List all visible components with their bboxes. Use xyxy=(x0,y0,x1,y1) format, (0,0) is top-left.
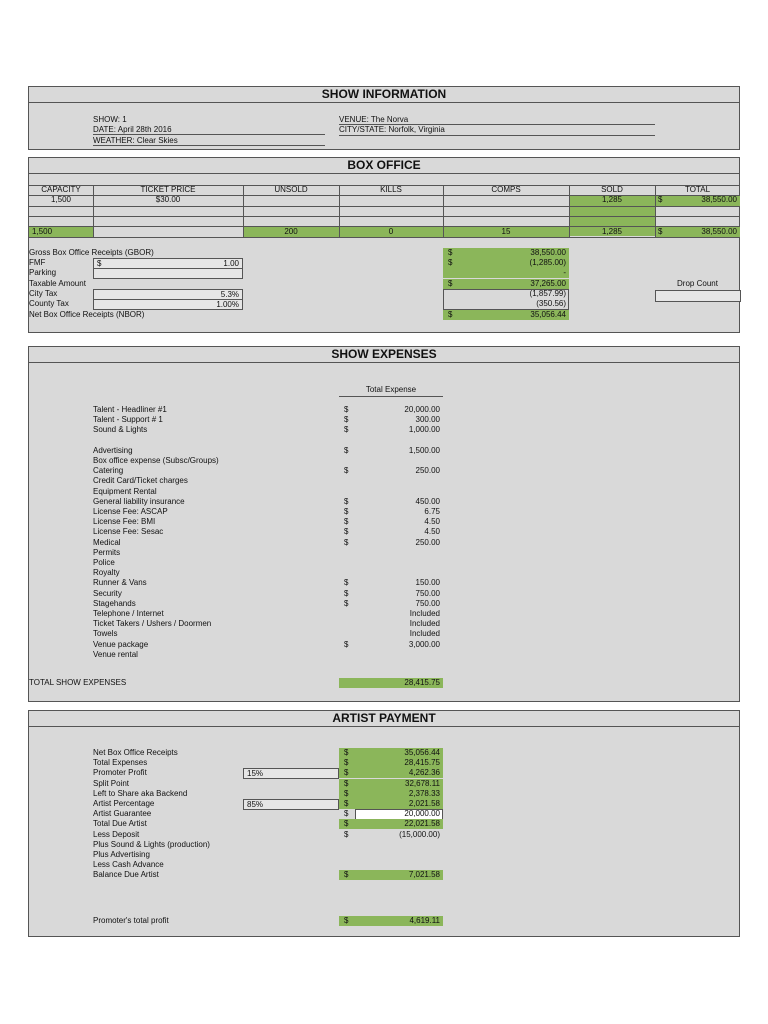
nbor-value: 35,056.44 xyxy=(530,310,566,319)
expense-currency-symbol: $ xyxy=(344,640,349,649)
city-tax-rate: 5.3% xyxy=(220,290,239,299)
total-show-expenses-label: TOTAL SHOW EXPENSES xyxy=(29,678,127,687)
artist-payment-label: Artist Guarantee xyxy=(93,809,152,818)
expense-currency-symbol: $ xyxy=(344,527,349,536)
expense-label: Venue package xyxy=(93,640,149,649)
expense-currency-symbol: $ xyxy=(344,507,349,516)
expense-currency-symbol: $ xyxy=(344,405,349,414)
show-information-section xyxy=(28,86,740,150)
artist-payment-value: 32,678.11 xyxy=(405,779,440,788)
expense-currency-symbol: $ xyxy=(344,589,349,598)
total-kills: 0 xyxy=(388,227,394,236)
box-office-title: BOX OFFICE xyxy=(29,158,739,174)
total-expense-header: Total Expense xyxy=(365,385,417,394)
percentage-input[interactable]: 15% xyxy=(243,768,339,779)
expense-currency-symbol: $ xyxy=(344,425,349,434)
drop-count-label: Drop Count xyxy=(677,279,718,288)
fmf-total-value: (1,285.00) xyxy=(529,258,566,267)
artist-payment-currency-symbol: $ xyxy=(344,819,349,828)
artist-payment-title: ARTIST PAYMENT xyxy=(29,711,739,727)
artist-payment-label: Plus Advertising xyxy=(93,850,150,859)
expense-value: Included xyxy=(409,619,440,628)
artist-payment-value: 2,021.58 xyxy=(408,799,440,808)
promoter-total-value: 4,619.11 xyxy=(409,916,440,925)
artist-payment-value: 2,378.33 xyxy=(408,789,440,798)
expense-label: Talent - Support # 1 xyxy=(93,415,163,424)
artist-payment-currency-symbol: $ xyxy=(344,768,349,777)
expense-label: Sound & Lights xyxy=(93,425,148,434)
expense-value: 4.50 xyxy=(424,527,440,536)
expense-label: Box office expense (Subsc/Groups) xyxy=(93,456,219,465)
expense-value: Included xyxy=(409,629,440,638)
expense-value: 20,000.00 xyxy=(404,405,440,414)
taxable-label: Taxable Amount xyxy=(29,279,86,288)
show-field: SHOW: 1 xyxy=(93,115,127,124)
expense-label: Talent - Headliner #1 xyxy=(93,405,167,414)
header-comps: COMPS xyxy=(491,185,521,194)
fmf-total-symbol: $ xyxy=(448,258,453,267)
artist-payment-currency-symbol: $ xyxy=(344,789,349,798)
expense-currency-symbol: $ xyxy=(344,466,349,475)
total-capacity: 1,500 xyxy=(32,227,53,236)
expense-value: 250.00 xyxy=(415,538,440,547)
header-sold: SOLD xyxy=(601,185,623,194)
expense-value: 1,000.00 xyxy=(408,425,440,434)
expense-label: Stagehands xyxy=(93,599,136,608)
expense-value: 6.75 xyxy=(424,507,440,516)
expense-label: Towels xyxy=(93,629,118,638)
expense-label: Royalty xyxy=(93,568,120,577)
county-tax-rate: 1.00% xyxy=(216,300,239,309)
artist-payment-currency-symbol: $ xyxy=(344,870,349,879)
parking-label: Parking xyxy=(29,268,57,277)
taxable-symbol: $ xyxy=(448,279,453,288)
row1-total-symbol: $ xyxy=(658,195,663,204)
artist-payment-value: 7,021.58 xyxy=(408,870,440,879)
artist-payment-currency-symbol: $ xyxy=(344,779,349,788)
artist-payment-label: Less Cash Advance xyxy=(93,860,164,869)
expense-label: General liability insurance xyxy=(93,497,185,506)
header-kills: KILLS xyxy=(380,185,402,194)
weather-field: WEATHER: Clear Skies xyxy=(93,136,178,145)
expense-label: Security xyxy=(93,589,122,598)
artist-payment-label: Promoter Profit xyxy=(93,768,147,777)
expense-label: Telephone / Internet xyxy=(93,609,164,618)
county-tax-input[interactable] xyxy=(93,299,243,310)
artist-payment-label: Net Box Office Receipts xyxy=(93,748,178,757)
city-state-field: CITY/STATE: Norfolk, Virginia xyxy=(339,125,445,134)
fmf-input-value: 1.00 xyxy=(223,259,239,268)
expense-currency-symbol: $ xyxy=(344,446,349,455)
county-tax-value: (350.56) xyxy=(536,299,566,308)
artist-payment-value: 28,415.75 xyxy=(404,758,440,767)
row1-total: 38,550.00 xyxy=(701,195,737,204)
expense-value: 750.00 xyxy=(415,599,440,608)
header-unsold: UNSOLD xyxy=(274,185,308,194)
artist-payment-currency-symbol: $ xyxy=(344,758,349,767)
total-show-expenses-value: 28,415.75 xyxy=(404,678,440,687)
expense-label: License Fee: BMI xyxy=(93,517,156,526)
parking-input[interactable] xyxy=(93,268,243,279)
taxable-value: 37,265.00 xyxy=(530,279,566,288)
show-information-title: SHOW INFORMATION xyxy=(29,87,739,103)
city-tax-value: (1,857.99) xyxy=(529,289,566,298)
percentage-input[interactable]: 85% xyxy=(243,799,339,810)
artist-payment-currency-symbol: $ xyxy=(344,809,349,818)
nbor-symbol: $ xyxy=(448,310,453,319)
header-total: TOTAL xyxy=(684,185,711,194)
expense-value: 150.00 xyxy=(415,578,440,587)
date-field: DATE: April 28th 2016 xyxy=(93,125,172,134)
header-ticket-price: TICKET PRICE xyxy=(140,185,196,194)
city-tax-label: City Tax xyxy=(29,289,58,298)
expense-label: Medical xyxy=(93,538,121,547)
row1-ticket-price: $30.00 xyxy=(155,195,181,204)
drop-count-input[interactable] xyxy=(655,290,741,302)
gbor-value: 38,550.00 xyxy=(530,248,566,257)
show-expenses-title: SHOW EXPENSES xyxy=(29,347,739,363)
artist-payment-label: Total Due Artist xyxy=(93,819,147,828)
total-unsold: 200 xyxy=(284,227,298,236)
artist-payment-label: Split Point xyxy=(93,779,130,788)
gbor-symbol: $ xyxy=(448,248,453,257)
artist-payment-value: 4,262.36 xyxy=(408,768,440,777)
artist-payment-currency-symbol: $ xyxy=(344,748,349,757)
expense-currency-symbol: $ xyxy=(344,497,349,506)
artist-payment-label: Balance Due Artist xyxy=(93,870,159,879)
expense-label: License Fee: ASCAP xyxy=(93,507,168,516)
artist-payment-value: 35,056.44 xyxy=(404,748,440,757)
total-total-symbol: $ xyxy=(658,227,663,236)
artist-payment-currency-symbol: $ xyxy=(344,799,349,808)
parking-value: - xyxy=(563,268,566,277)
artist-payment-section xyxy=(28,710,740,937)
expense-value: Included xyxy=(409,609,440,618)
expense-label: Ticket Takers / Ushers / Doormen xyxy=(93,619,212,628)
expense-label: Runner & Vans xyxy=(93,578,147,587)
fmf-label: FMF xyxy=(29,258,46,267)
expense-value: 3,000.00 xyxy=(408,640,440,649)
artist-payment-label: Plus Sound & Lights (production) xyxy=(93,840,210,849)
artist-payment-value: 20,000.00 xyxy=(404,809,440,818)
expense-value: 250.00 xyxy=(415,466,440,475)
expense-value: 300.00 xyxy=(415,415,440,424)
box-office-section xyxy=(28,157,740,333)
gbor-label: Gross Box Office Receipts (GBOR) xyxy=(29,248,154,257)
venue-field: VENUE: The Norva xyxy=(339,115,409,124)
fmf-input-symbol: $ xyxy=(97,259,102,268)
show-expenses-section xyxy=(28,346,740,702)
expense-label: License Fee: Sesac xyxy=(93,527,164,536)
expense-label: Equipment Rental xyxy=(93,487,157,496)
nbor-label: Net Box Office Receipts (NBOR) xyxy=(29,310,145,319)
expense-label: Police xyxy=(93,558,115,567)
expense-label: Credit Card/Ticket charges xyxy=(93,476,188,485)
artist-payment-value: 22,021.58 xyxy=(404,819,440,828)
county-tax-label: County Tax xyxy=(29,299,69,308)
expense-value: 450.00 xyxy=(415,497,440,506)
expense-value: 1,500.00 xyxy=(408,446,440,455)
artist-payment-label: Artist Percentage xyxy=(93,799,155,808)
promoter-total-label: Promoter's total profit xyxy=(93,916,169,925)
expense-value: 4.50 xyxy=(424,517,440,526)
artist-payment-currency-symbol: $ xyxy=(344,830,349,839)
artist-payment-label: Less Deposit xyxy=(93,830,140,839)
expense-label: Catering xyxy=(93,466,124,475)
expense-currency-symbol: $ xyxy=(344,517,349,526)
artist-payment-label: Left to Share aka Backend xyxy=(93,789,188,798)
header-capacity: CAPACITY xyxy=(41,185,81,194)
total-comps: 15 xyxy=(501,227,511,236)
expense-currency-symbol: $ xyxy=(344,578,349,587)
artist-payment-value: (15,000.00) xyxy=(399,830,440,839)
expense-label: Venue rental xyxy=(93,650,138,659)
row1-sold: 1,285 xyxy=(601,195,623,204)
expense-label: Permits xyxy=(93,548,121,557)
expense-currency-symbol: $ xyxy=(344,415,349,424)
artist-payment-label: Total Expenses xyxy=(93,758,148,767)
row1-capacity: 1,500 xyxy=(50,195,72,204)
expense-value: 750.00 xyxy=(415,589,440,598)
expense-currency-symbol: $ xyxy=(344,538,349,547)
promoter-total-symbol: $ xyxy=(344,916,349,925)
expense-label: Advertising xyxy=(93,446,133,455)
total-sold: 1,285 xyxy=(601,227,623,236)
expense-currency-symbol: $ xyxy=(344,599,349,608)
total-total: 38,550.00 xyxy=(701,227,737,236)
